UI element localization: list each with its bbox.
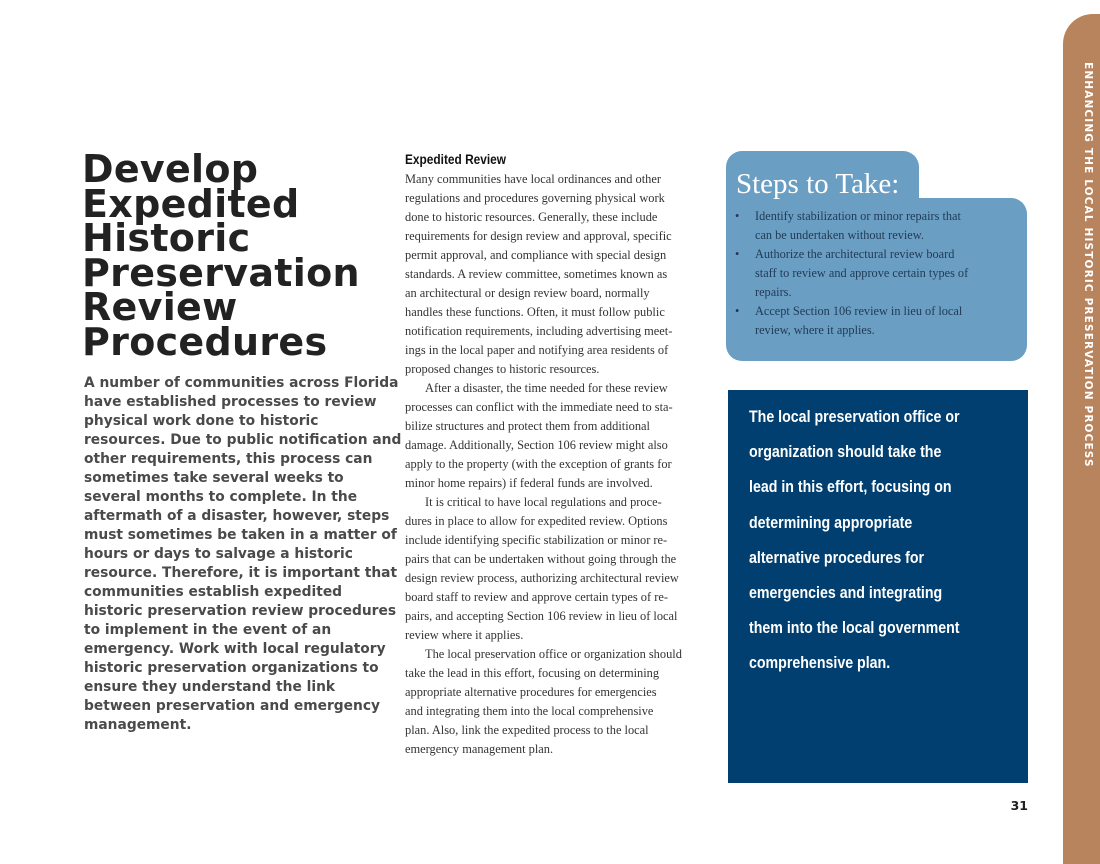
title-line: Historic [82, 216, 251, 260]
body-line: plan. Also, link the expedited process to the local [405, 723, 649, 737]
callout-line: alternative procedures for [749, 548, 925, 567]
title-line: Preservation [82, 250, 360, 295]
intro-line: other requirements, this process can [84, 451, 373, 467]
title-line: Develop [82, 147, 259, 191]
body-line: apply to the property (with the exception of grants for [405, 457, 672, 471]
title-line: Expedited [82, 181, 300, 226]
body-line: emergency management plan. [405, 742, 554, 756]
intro-line: management. [84, 717, 192, 733]
step-line: • Identify stabilization or minor repairs that [755, 209, 961, 223]
intro-line: to implement in the event of an [84, 622, 332, 638]
intro-line: physical work done to historic [84, 413, 319, 429]
steps-heading: Steps to Take: [736, 168, 900, 200]
body-line: standards. A review committee, sometimes known as [405, 267, 668, 281]
callout-line: emergencies and integrating [749, 584, 943, 603]
body-line: include identifying specific stabilization or minor re- [405, 533, 668, 547]
page-title [82, 147, 382, 364]
body-line: requirements for design review and approval, specific [405, 229, 672, 243]
intro-line: A number of communities across Florida [84, 375, 399, 391]
callout-line: them into the local government [749, 619, 960, 638]
step-line: staff to review and approve certain types of [755, 266, 969, 280]
body-line: regulations and procedures governing physical work [405, 191, 665, 205]
intro-line: hours or days to salvage a historic [84, 546, 353, 562]
body-line: ings in the local paper and notifying area residents of [405, 343, 669, 357]
body-line: It is critical to have local regulations and proce- [425, 495, 662, 509]
callout-box [728, 390, 1028, 783]
side-tab-text: ENHANCING THE LOCAL HISTORIC PRESERVATION PROCESS [1082, 62, 1094, 468]
step-line: • Authorize the architectural review board [755, 247, 955, 261]
intro-line: resource. Therefore, it is important that [84, 565, 398, 581]
intro-line: historic preservation review procedures [84, 603, 397, 619]
callout-line: comprehensive plan. [749, 654, 891, 673]
callout-line: The local preservation office or [749, 408, 960, 426]
body-line: bilize structures and protect them from additional [405, 419, 650, 433]
callout-line: organization should take the [749, 443, 942, 462]
step-line: can be undertaken without review. [755, 228, 924, 242]
step-line: • Accept Section 106 review in lieu of local [755, 304, 963, 318]
body-line: board staff to review and approve certain types of re- [405, 590, 668, 604]
intro-line: historic preservation organizations to [84, 660, 379, 676]
section-heading: Expedited Review [405, 152, 507, 167]
body-line: Many communities have local ordinances and other [405, 172, 661, 186]
intro-line: aftermath of a disaster, however, steps [84, 508, 390, 524]
body-line: handles these functions. Often, it must follow public [405, 305, 665, 319]
intro-line: emergency. Work with local regulatory [84, 641, 386, 657]
step-item [731, 302, 1021, 340]
body-line: permit approval, and compliance with special design [405, 248, 667, 262]
side-tab-label [1081, 62, 1100, 532]
body-line: an architectural or design review board, normally [405, 286, 650, 300]
callout-line: determining appropriate [749, 513, 913, 532]
intro-line: ensure they understand the link [84, 679, 336, 695]
body-line: The local preservation office or organization should [425, 647, 682, 661]
intro-line: several months to complete. In the [84, 489, 358, 505]
intro-line: communities establish expedited [84, 584, 343, 600]
intro-line: resources. Due to public notification and [84, 432, 402, 448]
body-line: design review process, authorizing architectural review [405, 571, 679, 585]
body-line: and integrating them into the local comprehensive [405, 704, 654, 718]
intro-line: sometimes take several weeks to [84, 470, 344, 486]
body-line: review where it applies. [405, 628, 524, 642]
step-item [731, 207, 1021, 245]
body-line: take the lead in this effort, focusing on determining [405, 666, 660, 680]
body-line: pairs that can be undertaken without going through the [405, 552, 677, 566]
body-line: After a disaster, the time needed for these review [425, 381, 668, 395]
body-line: minor home repairs) if federal funds are involved. [405, 476, 653, 490]
body-line: notification requirements, including advertising meet- [405, 324, 673, 338]
body-line: processes can conflict with the immediate need to sta- [405, 400, 673, 414]
body-line: damage. Additionally, Section 106 review might also [405, 438, 668, 452]
title-line: Procedures [82, 319, 328, 364]
body-paragraph-4 [405, 645, 710, 759]
intro-line: must sometimes be taken in a matter of [84, 527, 397, 543]
body-line: proposed changes to historic resources. [405, 362, 600, 376]
intro-line: have established processes to review [84, 394, 377, 410]
title-line: Review [82, 285, 238, 329]
body-line: done to historic resources. Generally, these include [405, 210, 658, 224]
body-line: dures in place to allow for expedited review. Options [405, 514, 668, 528]
callout-text [749, 400, 960, 682]
body-paragraph-3 [405, 493, 710, 645]
callout-line: lead in this effort, focusing on [749, 478, 952, 497]
intro-paragraph [84, 374, 402, 735]
body-paragraph-1 [405, 170, 710, 379]
body-column [405, 150, 710, 759]
step-line: repairs. [755, 285, 792, 299]
step-line: review, where it applies. [755, 323, 875, 337]
page-number: 31 [1010, 798, 1028, 813]
intro-line: between preservation and emergency [84, 698, 380, 714]
body-line: pairs, and accepting Section 106 review in lieu of local [405, 609, 678, 623]
body-line: appropriate alternative procedures for emergencies [405, 685, 657, 699]
steps-list [731, 207, 1021, 340]
body-paragraph-2 [405, 379, 710, 493]
step-item [731, 245, 1021, 302]
